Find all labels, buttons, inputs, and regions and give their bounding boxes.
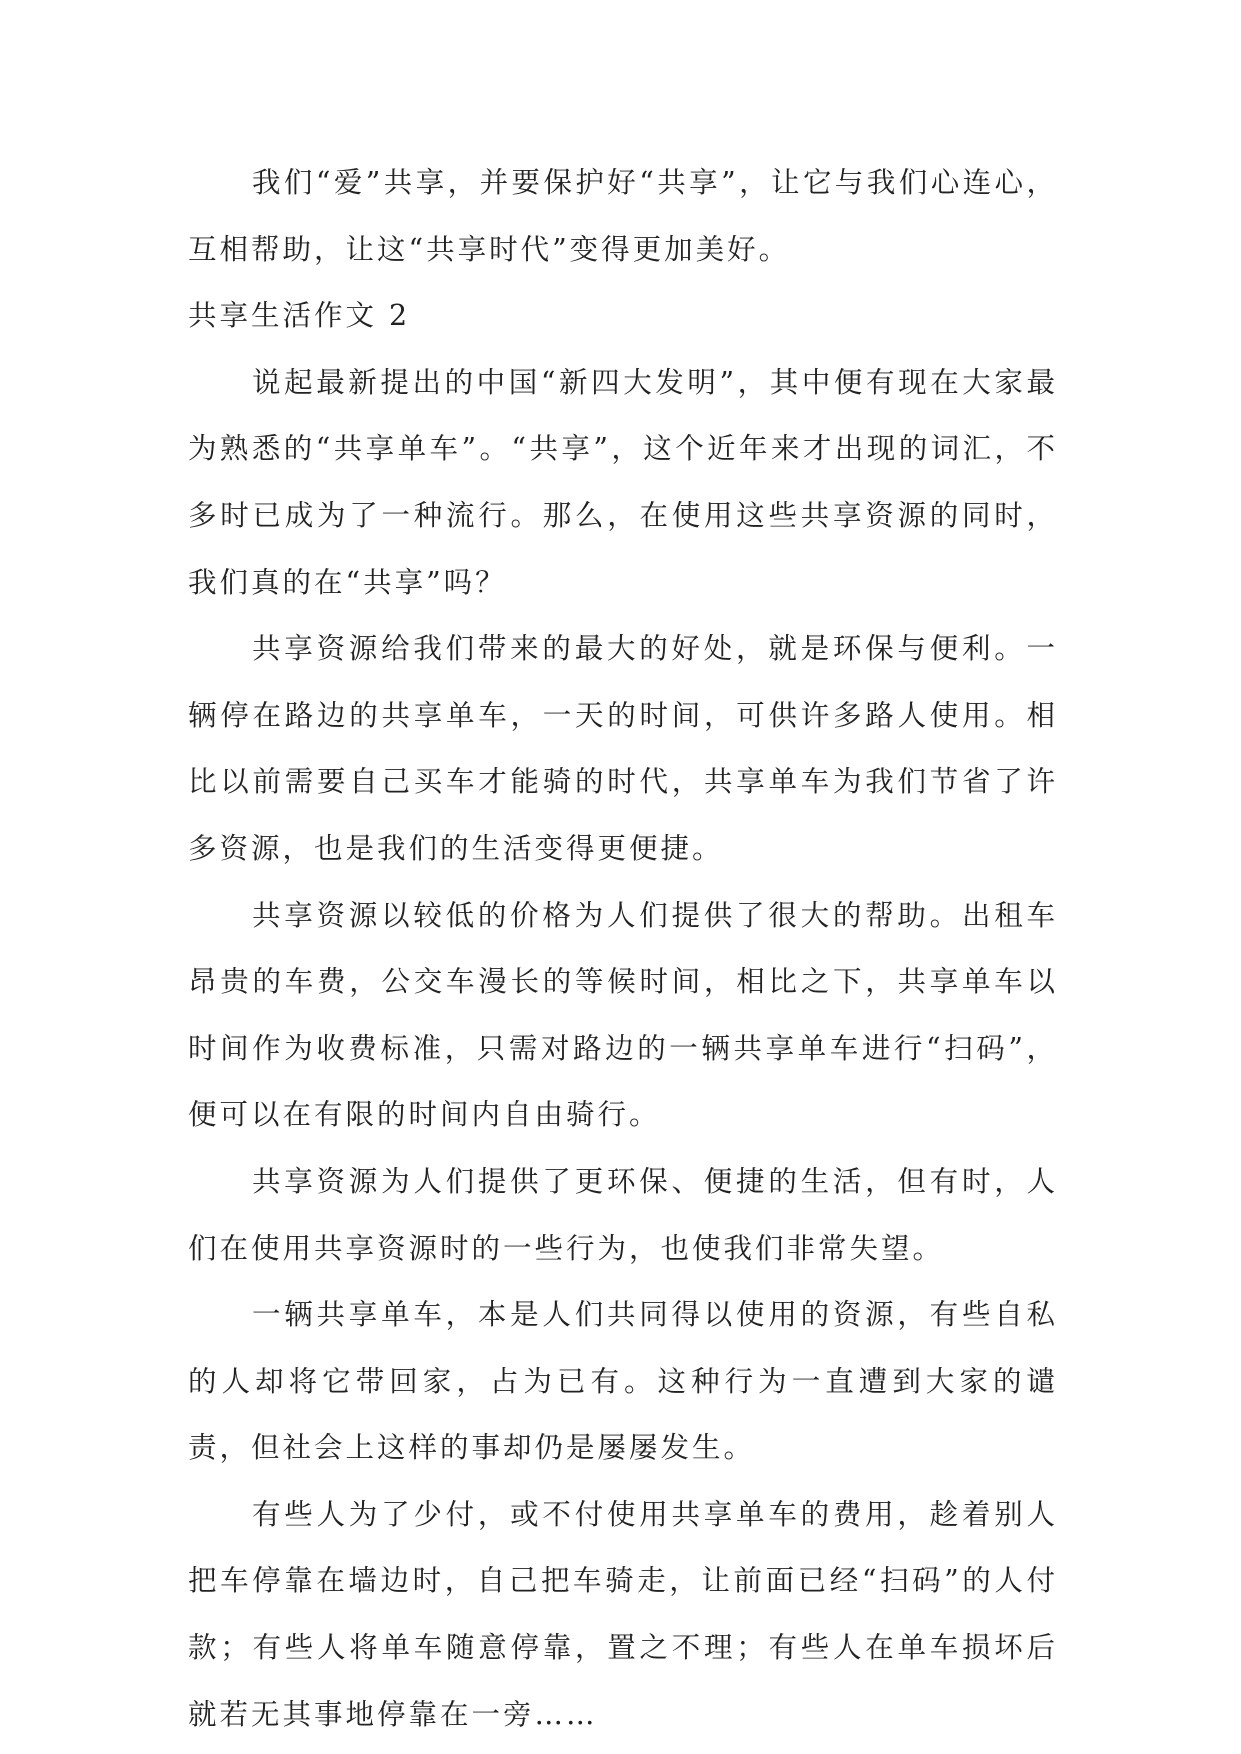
body-paragraph-2: 共享资源给我们带来的最大的好处，就是环保与便利。一辆停在路边的共享单车，一天的时间，可供许多路人使用。相比以前需要自己买车才能骑的时代，共享单车为我们节省了许多资源，也是我们的生活变得更便捷。 — [188, 632, 1058, 865]
document-page — [188, 150, 1058, 1748]
body-paragraph-1: 说起最新提出的中国“新四大发明”，其中便有现在大家最为熟悉的“共享单车”。“共享”，这个近年来才出现的词汇，不多时已成为了一种流行。那么，在使用这些共享资源的同时，我们真的在“共享”吗？ — [188, 365, 1058, 599]
body-paragraph-4: 共享资源为人们提供了更环保、便捷的生活，但有时，人们在使用共享资源时的一些行为，也使我们非常失望。 — [188, 1164, 1058, 1265]
body-paragraph-6: 有些人为了少付，或不付使用共享单车的费用，趁着别人把车停靠在墙边时，自己把车骑走，让前面已经“扫码”的人付款；有些人将单车随意停靠，置之不理；有些人在单车损坏后就若无其事地停靠在一旁…… — [188, 1497, 1058, 1731]
intro-paragraph: 我们“爱”共享，并要保护好“共享”，让它与我们心连心，互相帮助，让这“共享时代”变得更加美好。 — [188, 166, 1058, 266]
section-title: 共享生活作文 2 — [188, 299, 411, 333]
body-paragraph-5: 一辆共享单车，本是人们共同得以使用的资源，有些自私的人却将它带回家，占为已有。这种行为一直遭到大家的谴责，但社会上这样的事却仍是屡屡发生。 — [188, 1298, 1058, 1465]
body-paragraph-3: 共享资源以较低的价格为人们提供了很大的帮助。出租车昂贵的车费，公交车漫长的等候时间，相比之下，共享单车以时间作为收费标准，只需对路边的一辆共享单车进行“扫码”，便可以在有限的时间内自由骑行。 — [188, 898, 1058, 1132]
